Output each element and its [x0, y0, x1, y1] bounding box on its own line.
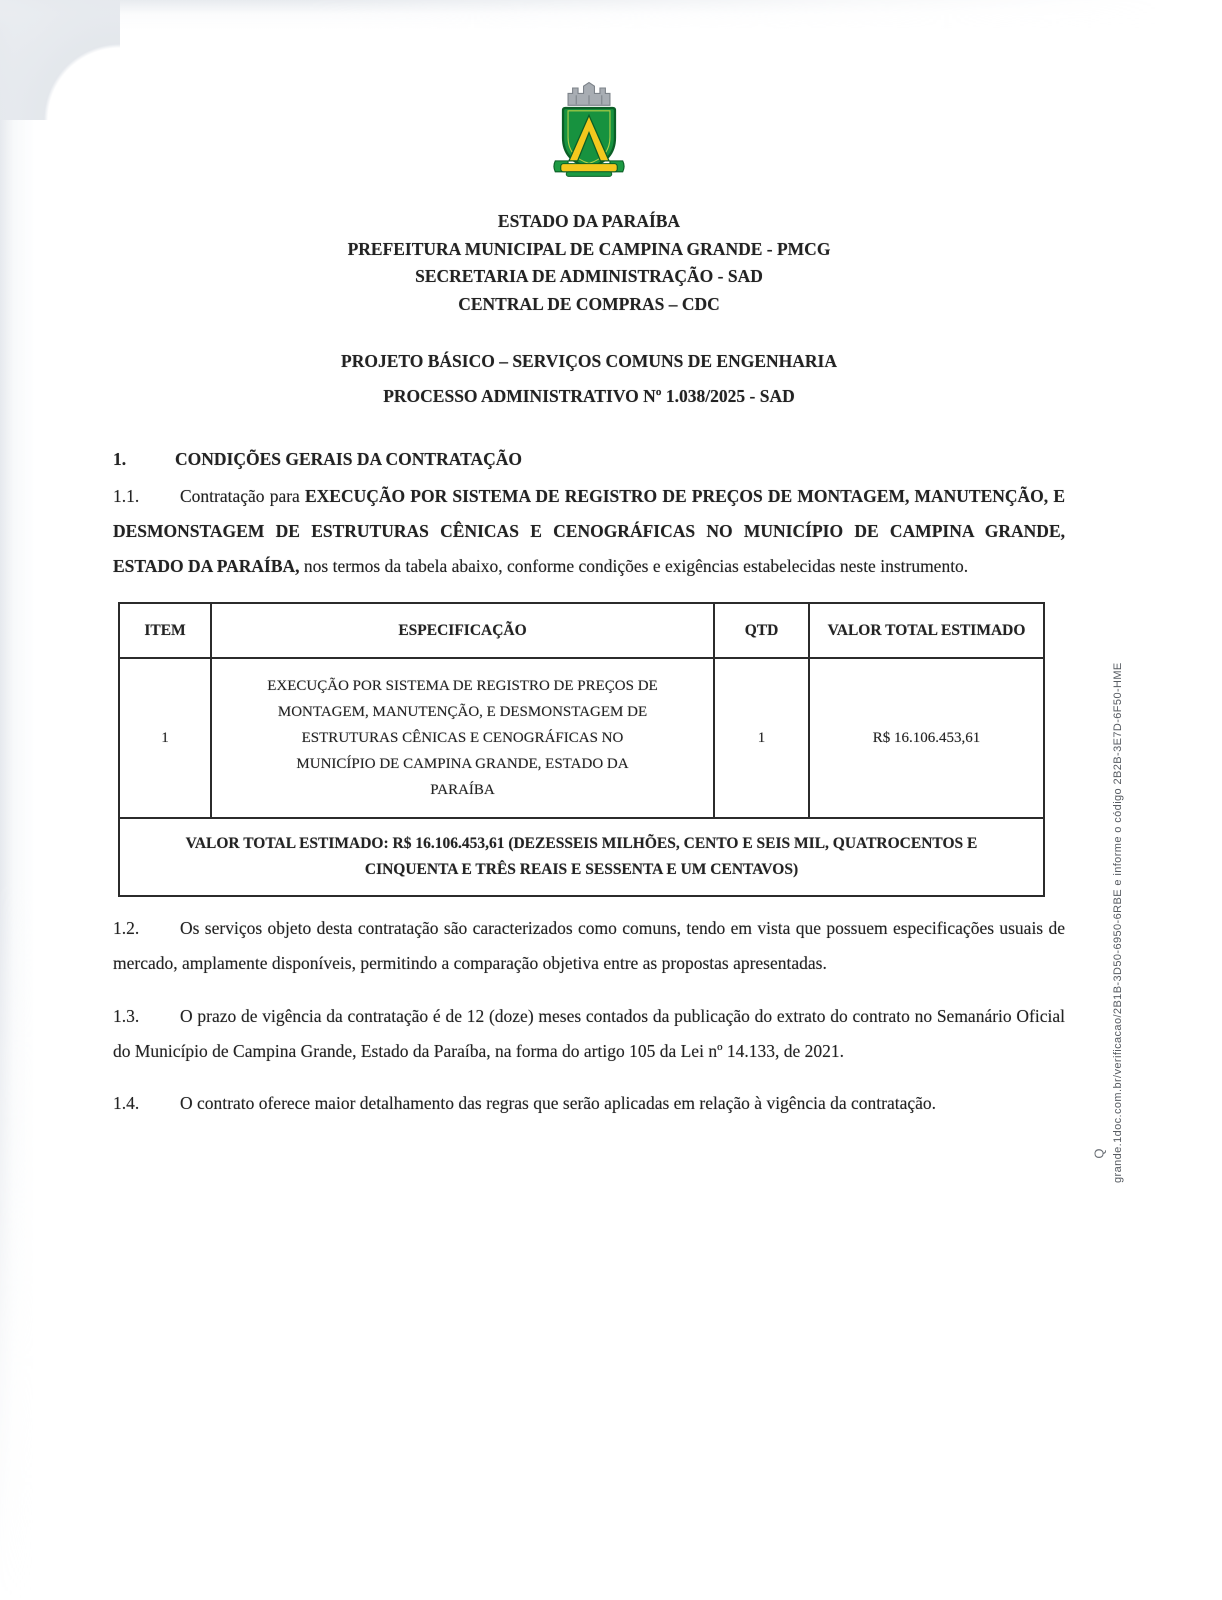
clause-1-3-number: 1.3. [113, 1005, 140, 1026]
table-row [119, 658, 1044, 818]
clause-1-2-text: Os serviços objeto desta contratação são caracterizados como comuns, tendo em vista que possuem especificações usuais de mercado, amplamente disponíveis, permitindo a comparação objetiva entre as propostas apresentadas. [113, 918, 1065, 973]
clause-1-1 [113, 479, 1065, 584]
org-header [113, 208, 1065, 318]
clause-1-2-number: 1.2. [113, 918, 140, 938]
photo-corner-top-left [0, 0, 120, 120]
logo-container [113, 80, 1065, 190]
title-processo-administrativo: PROCESSO ADMINISTRATIVO Nº 1.038/2025 - SAD [383, 386, 795, 406]
document-title [113, 344, 1065, 414]
clause-1-1-tail: nos termos da tabela abaixo, conforme condições e exigências estabelecidas neste instrumento. [299, 556, 969, 576]
section-1-heading [113, 442, 1065, 477]
header-valor-total: VALOR TOTAL ESTIMADO [809, 603, 1044, 658]
clause-1-4-number: 1.4. [113, 1093, 140, 1113]
org-line-prefeitura: PREFEITURA MUNICIPAL DE CAMPINA GRANDE - PMCG [347, 238, 831, 259]
clause-1-4 [113, 1086, 1065, 1121]
photo-edge-left [0, 0, 36, 1600]
cell-valor: R$ 16.106.453,61 [809, 658, 1044, 818]
clause-1-1-lead: Contratação para [180, 486, 305, 506]
org-line-estado: ESTADO DA PARAÍBA [497, 211, 681, 231]
cell-item: 1 [119, 658, 211, 818]
document-content [113, 80, 1065, 1139]
clause-1-1-bold: EXECUÇÃO POR SISTEMA DE REGISTRO DE PREÇOS DE MONTAGEM, MANUTENÇÃO, E DESMONSTAGEM DE ESTRUTURAS CÊNICAS E CENOGRÁFICAS NO MUNICÍPIO DE CAMPINA GRANDE, ESTADO DA PARAÍBA, [113, 486, 1065, 576]
cell-qtd: 1 [714, 658, 809, 818]
header-especificacao: ESPECIFICAÇÃO [211, 603, 714, 658]
org-line-secretaria: SECRETARIA DE ADMINISTRAÇÃO - SAD [415, 266, 763, 286]
clause-1-4-text: O contrato oferece maior detalhamento das regras que serão aplicadas em relação à vigência da contratação. [180, 1093, 936, 1113]
estimate-table [118, 602, 1045, 897]
section-number: 1. [113, 449, 127, 469]
coat-of-arms-icon [548, 80, 630, 178]
section-title: CONDIÇÕES GERAIS DA CONTRATAÇÃO [175, 449, 522, 469]
cell-total: VALOR TOTAL ESTIMADO: R$ 16.106.453,61 (DEZESSEIS MILHÕES, CENTO E SEIS MIL, QUATROCENTOS E CINQUENTA E TRÊS REAIS E SESSENTA E UM CENTAVOS) [119, 818, 1044, 896]
clause-1-3 [113, 999, 1065, 1069]
verification-watermark-fragment: Q [1091, 1148, 1107, 1159]
org-line-central: CENTRAL DE COMPRAS – CDC [458, 293, 720, 314]
clause-1-3-text: O prazo de vigência da contratação é de 12 (doze) meses contados da publicação do extrato do contrato no Semanário Oficial do Município de Campina Grande, Estado da Paraíba, na forma do artigo 105 da Lei nº 14.133, de 2021. [113, 1005, 1065, 1061]
title-projeto-basico: PROJETO BÁSICO – SERVIÇOS COMUNS DE ENGENHARIA [341, 351, 837, 371]
cell-especificacao: EXECUÇÃO POR SISTEMA DE REGISTRO DE PREÇOS DE MONTAGEM, MANUTENÇÃO, E DESMONSTAGEM DE ESTRUTURAS CÊNICAS E CENOGRÁFICAS NO MUNICÍPIO DE CAMPINA GRANDE, ESTADO DA PARAÍBA [211, 658, 714, 818]
verification-watermark: grande.1doc.com.br/verificacao/2B1B-3D50-6950-6RBE e informe o código 2B2B-3E7D-6F50-HME [1112, 662, 1124, 1183]
table-total-row [119, 818, 1044, 896]
header-item: ITEM [119, 603, 211, 658]
clause-1-2 [113, 911, 1065, 981]
header-qtd: QTD [714, 603, 809, 658]
clause-1-1-number: 1.1. [113, 486, 140, 506]
table-header-row [119, 603, 1044, 658]
photo-edge-top [0, 0, 1222, 30]
